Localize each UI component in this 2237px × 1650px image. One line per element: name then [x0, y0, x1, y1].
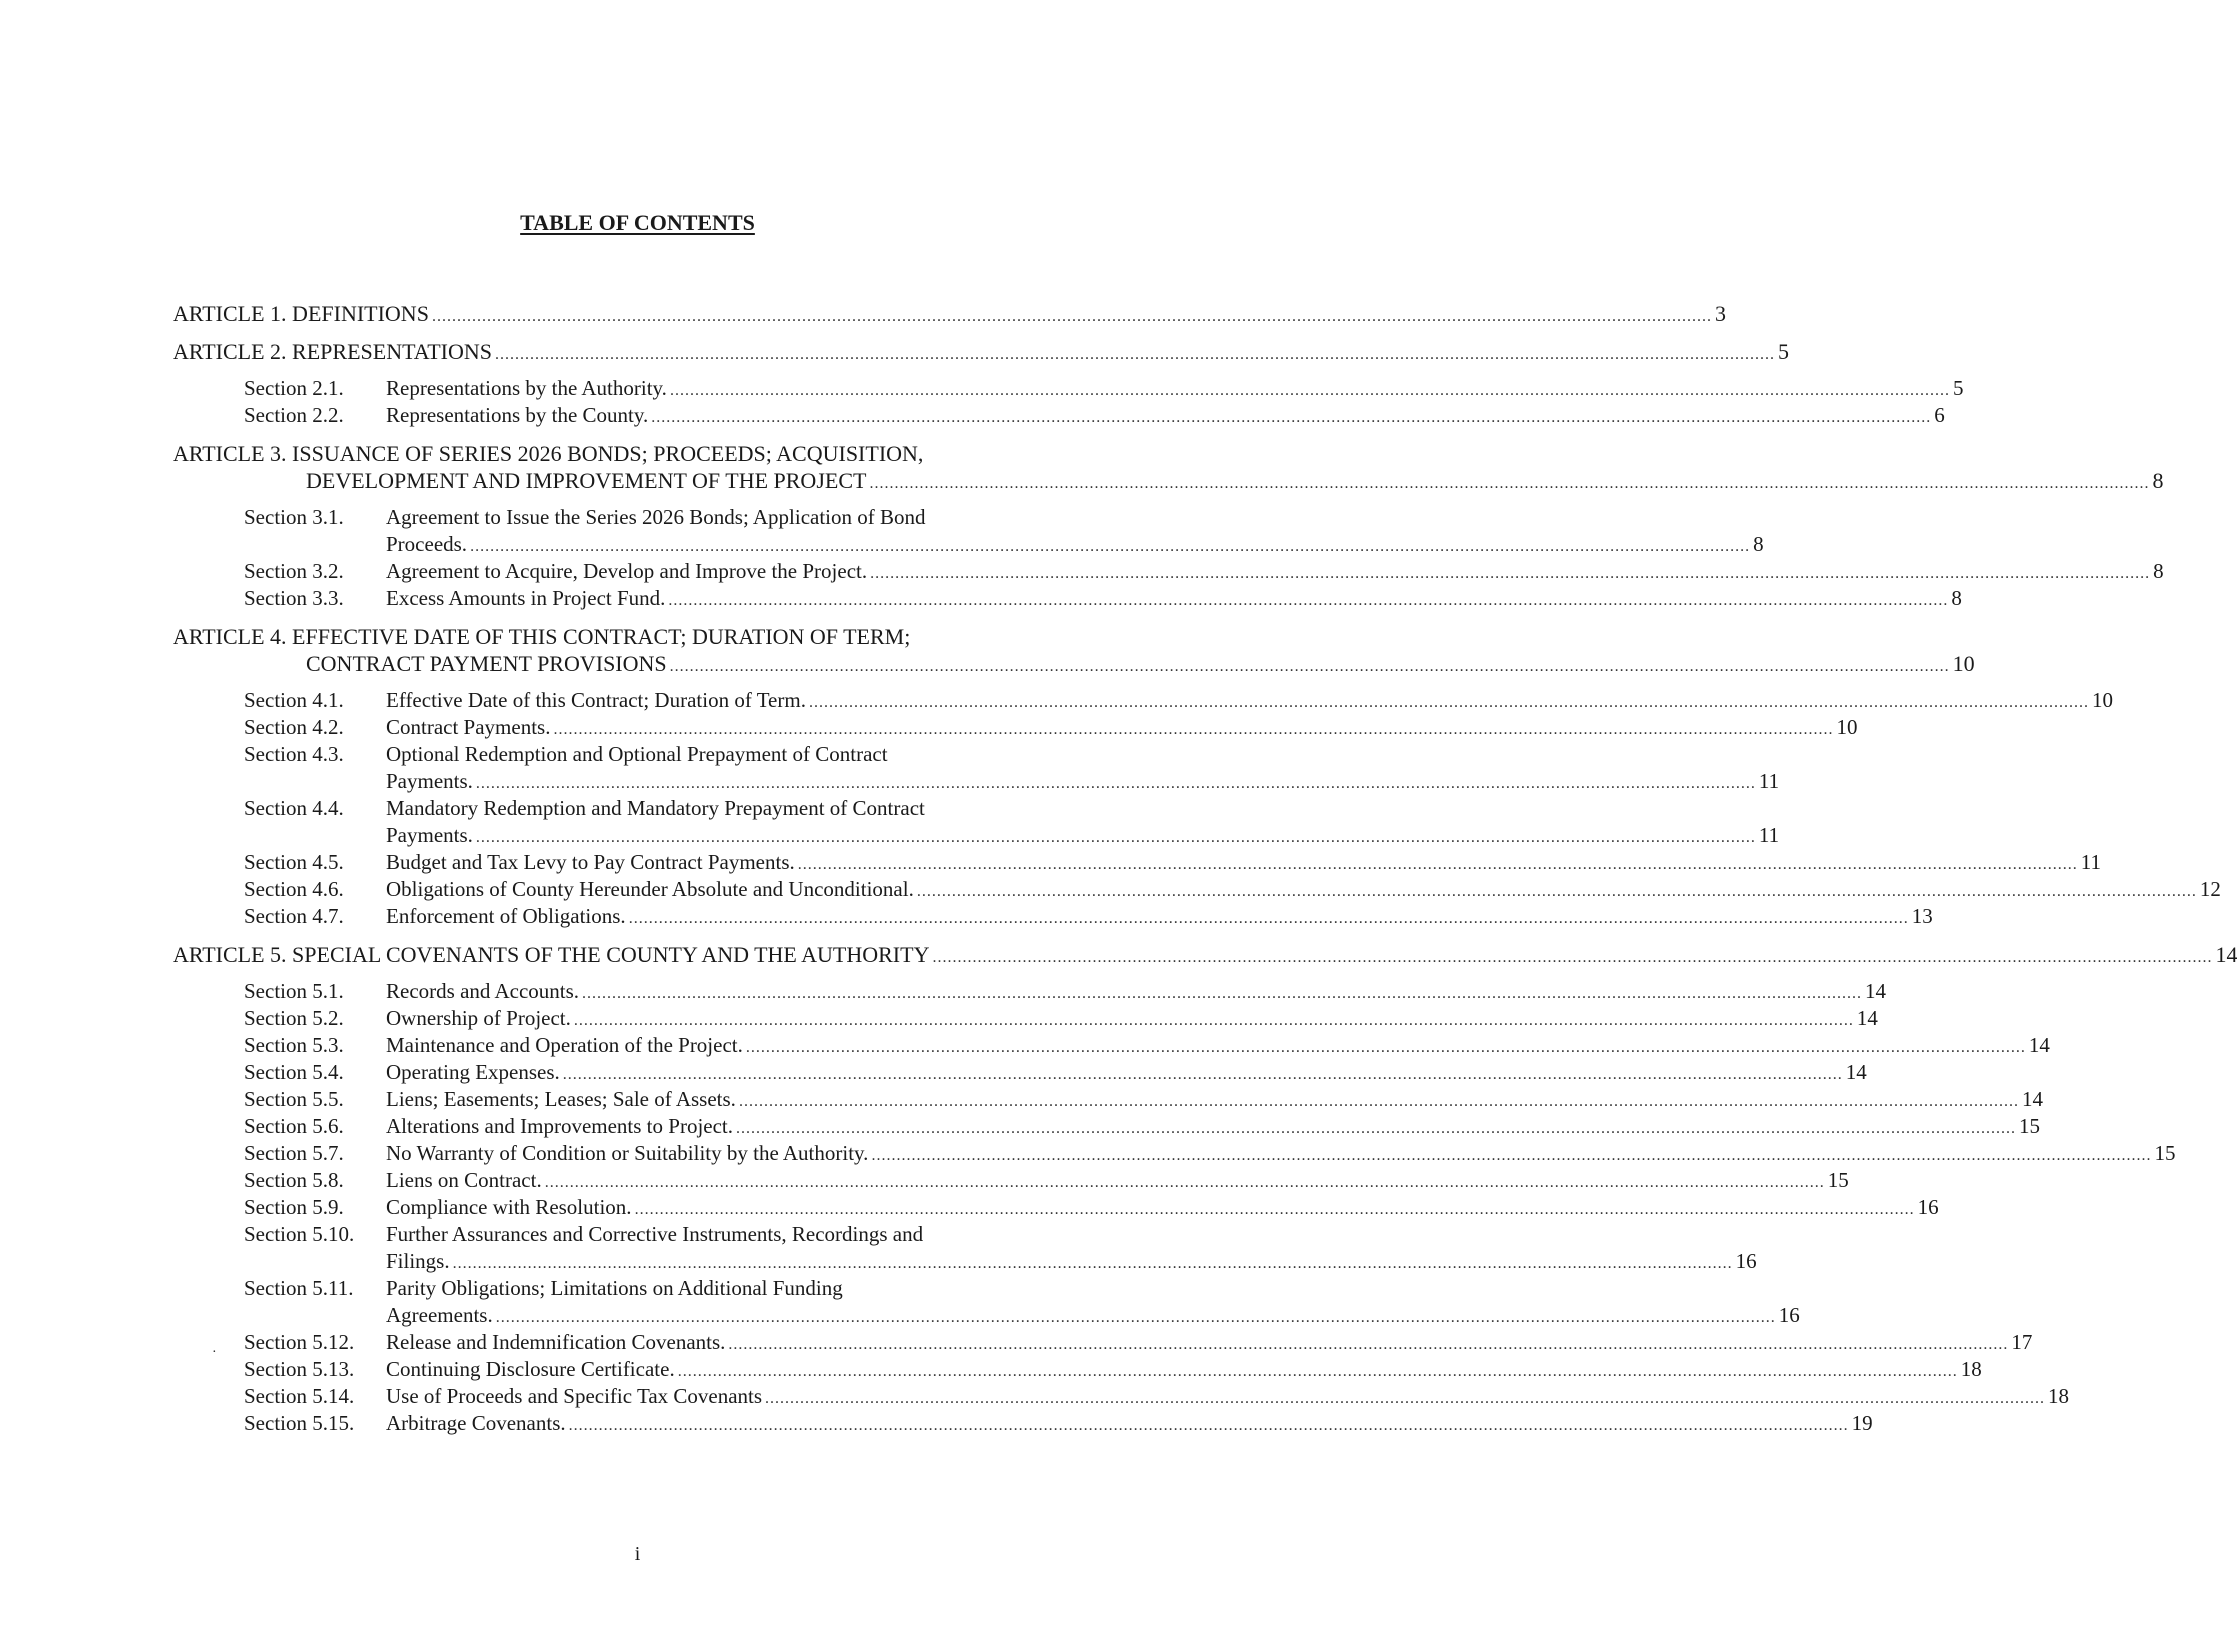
dot-leader	[798, 851, 2078, 878]
toc-article[interactable]	[173, 623, 2221, 930]
page-number: 8	[2153, 559, 2164, 583]
page-number: 15	[1827, 1168, 1849, 1192]
dot-leader	[678, 1358, 1958, 1385]
page-number: 8	[2152, 468, 2164, 493]
section-number: Section 3.2.	[244, 559, 344, 583]
toc-section[interactable]	[173, 978, 1887, 1005]
section-number: Section 5.13.	[244, 1357, 355, 1381]
section-number: Section 4.4.	[244, 796, 344, 820]
page-number: 18	[1960, 1357, 1982, 1381]
entry-text: Enforcement of Obligations.	[386, 904, 626, 928]
toc-section[interactable]	[173, 1059, 1867, 1086]
entry-text: Excess Amounts in Project Fund.	[386, 586, 666, 610]
dot-leader	[453, 1250, 1733, 1277]
toc-section[interactable]	[173, 1329, 2033, 1356]
page-number: 19	[1851, 1411, 1873, 1435]
dot-leader	[553, 716, 1833, 743]
dot-leader	[629, 905, 1909, 932]
entry-text: CONTRACT PAYMENT PROVISIONS	[306, 651, 667, 676]
page-number: 10	[1952, 651, 1975, 676]
entry-text: ARTICLE 5. SPECIAL COVENANTS OF THE COUNTY AND THE AUTHORITY	[173, 942, 930, 967]
toc-list	[173, 300, 2237, 1437]
dot-leader	[869, 470, 2149, 497]
toc-section[interactable]	[173, 402, 1945, 429]
toc-section[interactable]	[173, 903, 1933, 930]
dot-leader	[809, 689, 2089, 716]
entry-text: Continuing Disclosure Certificate.	[386, 1357, 675, 1381]
toc-article[interactable]	[173, 440, 2164, 612]
toc-section[interactable]	[173, 1221, 1757, 1275]
section-number: Section 5.8.	[244, 1168, 344, 1192]
page-number: 16	[1778, 1303, 1800, 1327]
section-number: Section 5.3.	[244, 1033, 344, 1057]
page-number: 3	[1714, 301, 1726, 326]
entry-text: Operating Expenses.	[386, 1060, 560, 1084]
entry-text: Agreement to Issue the Series 2026 Bonds; Application of Bond	[386, 505, 926, 529]
entry-text: Agreement to Acquire, Develop and Improve the Project.	[386, 559, 868, 583]
page-number: 13	[1911, 904, 1933, 928]
dot-leader	[545, 1169, 1825, 1196]
toc-section[interactable]	[173, 585, 1962, 612]
section-number: Section 5.14.	[244, 1384, 355, 1408]
dot-leader	[496, 1304, 1776, 1331]
section-number: Section 5.15.	[244, 1411, 355, 1435]
page-number: 18	[2048, 1384, 2070, 1408]
toc-section[interactable]	[173, 849, 2101, 876]
section-number: Section 5.11.	[244, 1276, 354, 1300]
section-number: Section 2.2.	[244, 403, 344, 427]
toc-article[interactable]	[173, 300, 1726, 327]
entry-text: Obligations of County Hereunder Absolute and Unconditional.	[386, 877, 914, 901]
section-number: Section 5.10.	[244, 1222, 355, 1246]
dot-leader	[736, 1115, 2016, 1142]
toc-section[interactable]	[173, 1194, 1939, 1221]
toc-section[interactable]	[173, 1383, 2070, 1410]
entry-text: Payments.	[386, 823, 473, 847]
page-number: 6	[1934, 403, 1945, 427]
page-number: 5	[1777, 339, 1789, 364]
page-number: 12	[2199, 877, 2221, 901]
page-number: 17	[2011, 1330, 2033, 1354]
dot-leader	[563, 1061, 1843, 1088]
entry-text: Records and Accounts.	[386, 979, 580, 1003]
toc-section[interactable]	[173, 687, 2113, 714]
page-number: 16	[1917, 1195, 1939, 1219]
page-number: 10	[2091, 688, 2113, 712]
toc-article[interactable]	[173, 338, 1964, 429]
entry-text: Contract Payments.	[386, 715, 551, 739]
toc-title: TABLE OF CONTENTS	[520, 210, 755, 235]
section-number: Section 5.12.	[244, 1330, 355, 1354]
entry-text: Liens; Easements; Leases; Sale of Assets.	[386, 1087, 736, 1111]
entry-text: Compliance with Resolution.	[386, 1195, 632, 1219]
toc-section[interactable]	[173, 1005, 1878, 1032]
page-number: 14	[1856, 1006, 1878, 1030]
page-number: 5	[1952, 376, 1964, 400]
entry-text: Arbitrage Covenants.	[386, 1411, 566, 1435]
section-number: Section 5.5.	[244, 1087, 344, 1111]
page-number: 8	[1753, 532, 1764, 556]
dot-leader	[870, 560, 2150, 587]
entry-text: Maintenance and Operation of the Project.	[386, 1033, 743, 1057]
page-number-footer: i	[634, 1543, 641, 1565]
page-number: 15	[2154, 1141, 2176, 1165]
page-number: 14	[2028, 1033, 2050, 1057]
page-number: 14	[2021, 1087, 2043, 1111]
page-number: 11	[2080, 850, 2101, 874]
entry-text: Filings.	[386, 1249, 450, 1273]
dot-leader	[739, 1088, 2019, 1115]
entry-text: Budget and Tax Levy to Pay Contract Payments.	[386, 850, 795, 874]
entry-text: ARTICLE 4. EFFECTIVE DATE OF THIS CONTRACT; DURATION OF TERM;	[173, 624, 911, 649]
dot-leader	[932, 944, 2212, 971]
section-number: Section 4.6.	[244, 877, 344, 901]
entry-text: Effective Date of this Contract; Duration of Term.	[386, 688, 806, 712]
section-number: Section 3.1.	[244, 505, 344, 529]
section-number: Section 5.4.	[244, 1060, 344, 1084]
section-number: Section 3.3.	[244, 586, 344, 610]
toc-section[interactable]	[173, 1410, 1873, 1437]
entry-text: Parity Obligations; Limitations on Additional Funding	[386, 1276, 843, 1300]
dot-leader	[670, 377, 1950, 404]
section-number: Section 4.7.	[244, 904, 344, 928]
dot-leader	[670, 653, 1950, 680]
toc-section[interactable]	[173, 1167, 1849, 1194]
section-number: Section 2.1.	[244, 376, 344, 400]
dot-leader	[635, 1196, 1915, 1223]
dot-leader	[470, 533, 1750, 560]
section-number: Section 5.6.	[244, 1114, 344, 1138]
dot-leader	[476, 770, 1756, 797]
toc-section[interactable]	[173, 375, 1964, 402]
page-number: 14	[2215, 942, 2237, 967]
page-number: 16	[1735, 1249, 1757, 1273]
dot-leader	[495, 341, 1775, 368]
toc-section[interactable]	[173, 1140, 2176, 1167]
scan-speck: ·	[212, 1345, 217, 1360]
section-number: Section 4.2.	[244, 715, 344, 739]
section-number: Section 5.7.	[244, 1141, 344, 1165]
dot-leader	[476, 824, 1756, 851]
entry-text: Agreements.	[386, 1303, 493, 1327]
toc-section[interactable]	[173, 714, 1858, 741]
entry-text: Alterations and Improvements to Project.	[386, 1114, 734, 1138]
entry-text: Further Assurances and Corrective Instruments, Recordings and	[386, 1222, 924, 1246]
page-number: 14	[1845, 1060, 1867, 1084]
dot-leader	[574, 1007, 1854, 1034]
toc-section[interactable]	[173, 1356, 1982, 1383]
section-number: Section 4.3.	[244, 742, 344, 766]
dot-leader	[728, 1331, 2008, 1358]
toc-article[interactable]	[173, 941, 2237, 1437]
entry-text: Use of Proceeds and Specific Tax Covenants	[386, 1384, 763, 1408]
entry-text: Optional Redemption and Optional Prepayment of Contract	[386, 742, 888, 766]
section-number: Section 5.1.	[244, 979, 344, 1003]
toc-section[interactable]	[173, 876, 2221, 903]
dot-leader	[668, 587, 1948, 614]
section-number: Section 4.5.	[244, 850, 344, 874]
toc-section[interactable]	[173, 504, 1764, 558]
page-number: 8	[1951, 586, 1962, 610]
toc-section[interactable]	[173, 741, 1780, 795]
section-number: Section 5.9.	[244, 1195, 344, 1219]
section-number: Section 5.2.	[244, 1006, 344, 1030]
entry-text: Mandatory Redemption and Mandatory Prepayment of Contract	[386, 796, 925, 820]
entry-text: DEVELOPMENT AND IMPROVEMENT OF THE PROJECT	[306, 468, 867, 493]
page-number: 15	[2019, 1114, 2041, 1138]
toc-section[interactable]	[173, 1086, 2043, 1113]
entry-text: Representations by the County.	[386, 403, 649, 427]
toc-section[interactable]	[173, 1032, 2050, 1059]
entry-text: Ownership of Project.	[386, 1006, 571, 1030]
dot-leader	[569, 1412, 1849, 1439]
section-number: Section 4.1.	[244, 688, 344, 712]
entry-text: ARTICLE 3. ISSUANCE OF SERIES 2026 BONDS; PROCEEDS; ACQUISITION,	[173, 441, 924, 466]
toc-section[interactable]	[173, 1275, 1800, 1329]
dot-leader	[651, 404, 1931, 431]
entry-text: ARTICLE 2. REPRESENTATIONS	[173, 339, 492, 364]
page-number: 11	[1758, 769, 1780, 793]
entry-text: No Warranty of Condition or Suitability by the Authority.	[386, 1141, 869, 1165]
page-number: 14	[1865, 979, 1887, 1003]
toc-section[interactable]	[173, 795, 1780, 849]
dot-leader	[432, 303, 1712, 330]
entry-text: Liens on Contract.	[386, 1168, 542, 1192]
dot-leader	[746, 1034, 2026, 1061]
dot-leader	[871, 1142, 2151, 1169]
page-number: 10	[1836, 715, 1858, 739]
dot-leader	[582, 980, 1862, 1007]
toc-section[interactable]	[173, 558, 2164, 585]
page-number: 11	[1758, 823, 1780, 847]
entry-text: Release and Indemnification Covenants.	[386, 1330, 726, 1354]
dot-leader	[765, 1385, 2045, 1412]
entry-text: Proceeds.	[386, 532, 468, 556]
entry-text: ARTICLE 1. DEFINITIONS	[173, 301, 429, 326]
dot-leader	[917, 878, 2197, 905]
entry-text: Payments.	[386, 769, 473, 793]
toc-section[interactable]	[173, 1113, 2041, 1140]
entry-text: Representations by the Authority.	[386, 376, 667, 400]
